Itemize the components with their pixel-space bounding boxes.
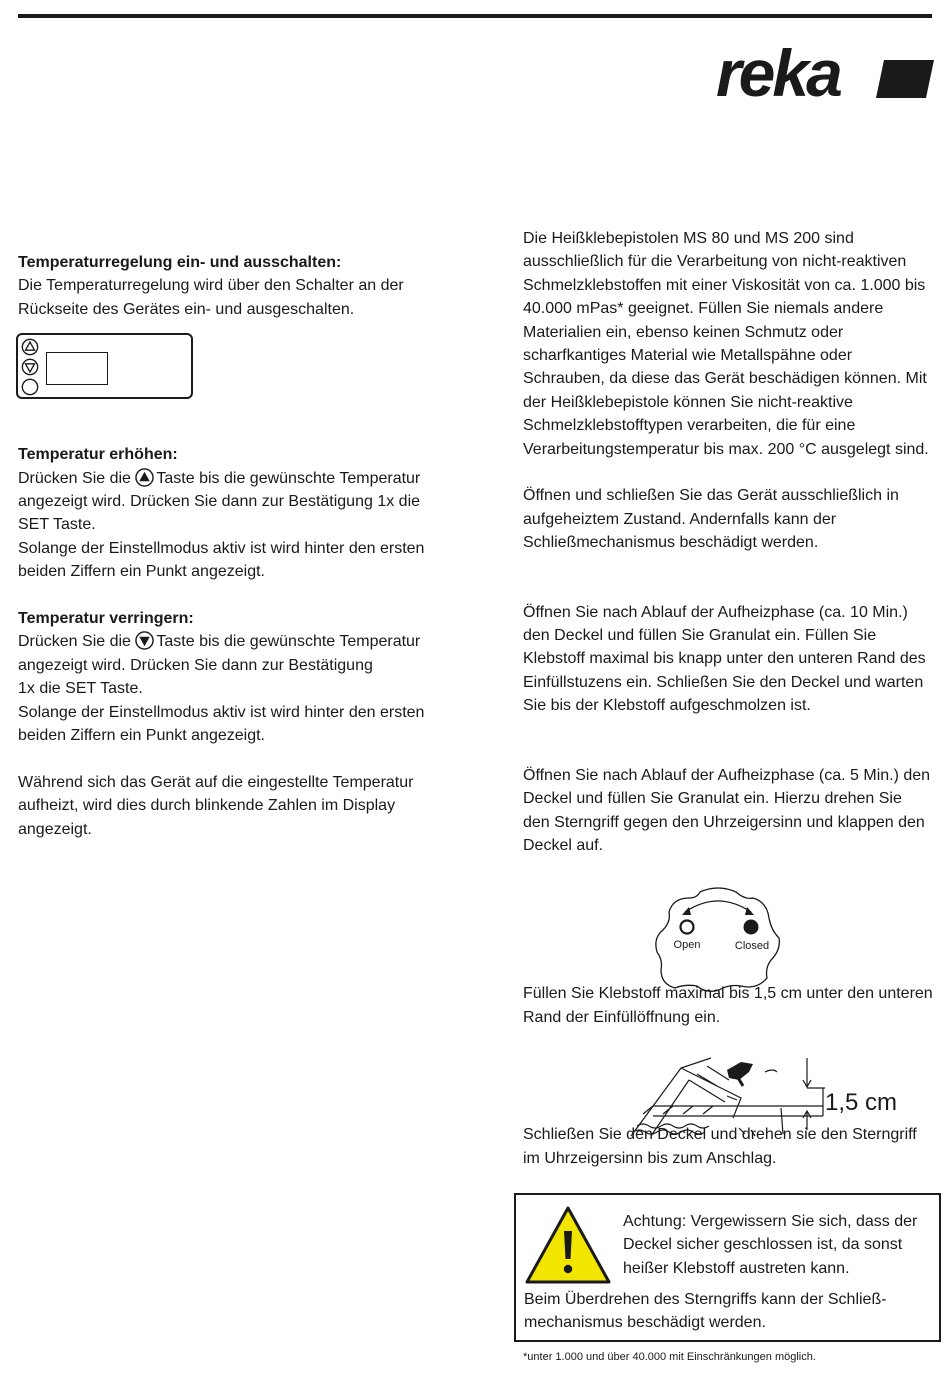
right-column (523, 227, 933, 1170)
down-button-icon (21, 358, 39, 376)
triangle-down-icon (135, 631, 154, 650)
controller-display (46, 352, 108, 385)
para-intended-use: Die Heißklebepistolen MS 80 und MS 200 sind ausschließlich für die Verarbeitung von nicht-reaktiven Schmelzklebstoffen mit einer Viskosität von ca. 1.000 bis 40.000 mPas* geeignet. Füllen Sie niemals andere Materialien ein, ebenso keinen Schmutz oder scharfkantiges Material wie Metallspähne oder Schrauben, da diese das Gerät beschädigen können. Mit der Heißklebepistole können Sie nicht-reaktive Schmelzklebstofftypen verarbeiten, die für eine Verarbeitungstemperatur bis max. 200 °C ausgelegt sind. (523, 230, 929, 458)
text-decrease-2: 1x die SET Taste. (18, 680, 143, 698)
text-heating: Während sich das Gerät auf die eingestellte Temperatur aufheizt, wird dies durch blinkende Zahlen im Display angezeigt. (18, 773, 414, 838)
footnote: *unter 1.000 und über 40.000 mit Einschränkungen möglich. (523, 1351, 816, 1363)
triangle-up-icon (135, 468, 154, 487)
note-increase: Solange der Einstellmodus aktiv ist wird hinter den ersten beiden Ziffern ein Punkt angezeigt. (18, 539, 425, 581)
heading-toggle: Temperaturregelung ein- und ausschalten: (18, 254, 342, 271)
up-button-icon (21, 338, 39, 356)
knob-closed-label: Closed (734, 940, 770, 952)
reka-logo (712, 36, 934, 106)
set-button-icon (21, 378, 39, 396)
warning-text: Achtung: Vergewissern Sie sich, dass der Deckel sicher geschlossen ist, da sonst heißer Klebstoff austreten kann. (623, 1213, 918, 1277)
fill-level-diagram (623, 1050, 913, 1140)
warning-text-2: Beim Überdrehen des Sterngriffs kann der Schließ-mechanismus beschädigt werden. (524, 1291, 887, 1332)
top-rule (18, 14, 932, 18)
controller-panel-diagram (16, 333, 193, 399)
warning-box (514, 1193, 941, 1342)
fill-level-label: 1,5 cm (825, 1089, 898, 1116)
para-ms200-filling: Öffnen Sie nach Ablauf der Aufheizphase (ca. 5 Min.) den Deckel und füllen Sie Granulat ein. Hierzu drehen Sie den Sterngriff gegen den Uhrzeigersinn und klappen den Deckel auf. (523, 766, 931, 854)
para-open-close: Öffnen und schließen Sie das Gerät ausschließlich in aufgeheiztem Zustand. Andernfalls kann der Schließmechanismus beschädigt werden. (523, 487, 899, 552)
para-close-lid: Schließen Sie den Deckel und drehen sie den Sterngriff im Uhrzeigersinn bis zum Anschlag. (523, 1126, 917, 1167)
para-fill-level: Füllen Sie Klebstoff maximal bis 1,5 cm unter den unteren Rand der Einfüllöffnung ein. (523, 985, 933, 1026)
heading-decrease: Temperatur verringern: (18, 610, 194, 628)
knob-open-label: Open (673, 939, 701, 951)
logo-text: reka (716, 36, 840, 106)
text-increase: Drücken Sie die Taste bis die gewünschte Temperatur angezeigt wird. Drücken Sie dann zur Bestätigung 1x die SET Taste. (18, 469, 421, 534)
text-toggle: Die Temperaturregelung wird über den Schalter an der Rückseite des Gerätes ein- und ausgeschalten. (18, 277, 404, 318)
para-ms80-filling: Öffnen Sie nach Ablauf der Aufheizphase (ca. 10 Min.) den Deckel und füllen Sie Granulat ein. Füllen Sie Klebstoff maximal bis knapp unter den unteren Rand des Einfüllstuzens ein. Schließen Sie den Deckel und warten Sie bis der Klebstoff aufgeschmolzen ist. (523, 603, 926, 715)
heading-increase: Temperatur erhöhen: (18, 446, 178, 464)
warning-icon (524, 1205, 612, 1285)
star-knob-diagram (653, 886, 783, 992)
text-decrease: Drücken Sie die Taste bis die gewünschte Temperatur angezeigt wird. Drücken Sie dann zur Bestätigung (18, 633, 421, 674)
note-decrease: Solange der Einstellmodus aktiv ist wird hinter den ersten beiden Ziffern ein Punkt angezeigt. (18, 703, 425, 745)
